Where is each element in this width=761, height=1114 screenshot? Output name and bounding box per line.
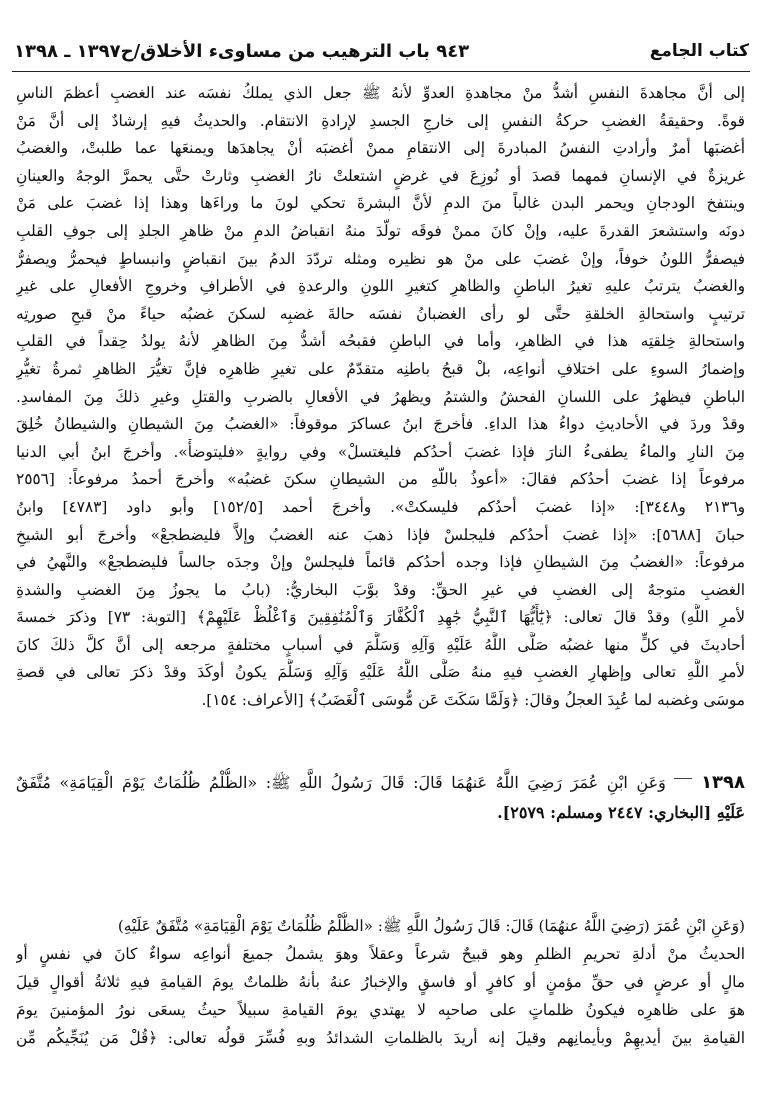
page-info: ٩٤٣ باب الترهيب من مساوىء الأخلاق/ح١٣٩٧ ـ ١٣٩٨: [14, 40, 470, 62]
text-line: لأمرِ اللَّهِ تعالى وإظهارِ الغضبِ فيهِ منهُ صَلَّى اللَّهُ عَلَيْهِ وَآلِهِ وَسَلَّمَ يكونُ أوكَدَ وقدْ ذكرَ تعالى في قصةِ: [16, 663, 745, 682]
header-rule: [12, 71, 750, 72]
text-line: وقدْ وردَ في الأحاديثِ دواءُ هذا الداءِ. فأخرجَ ابنُ عساكرَ موقوفاً: «الغضبُ مِنَ الشيطانِ والشيطانُ خُلِقَ: [16, 415, 745, 434]
text-line: الباطنِ فيظهرُ على اللسانِ الفحشُ والشتمُ ويظهرُ في الأفعالِ بالضربِ والقتلِ وغيرِ ذلكَ مِنَ المفاسدِ.: [16, 387, 745, 406]
text-line: أحاديثَ في كلٍّ منها غضبُه صَلَّى اللَّهُ عَلَيْهِ وَآلِهِ وَسَلَّمَ في أسبابٍ مختلفةٍ مرجعه إلى أنَّ كلَّ ذلكَ كانَ: [16, 635, 745, 654]
book-title: كتاب الجامع: [649, 41, 749, 61]
page-header: [14, 36, 749, 66]
text-line: والغضبُ يترتبُ عليهِ تغيرُ الباطنِ والظاهرِ كتغيرِ اللونِ والرعدةِ في الأطرافِ وخروجِ الأفعالِ على غيرِ: [16, 277, 745, 296]
text-line: و٢١٣٦ و٣٤٤٨]: «إذا غضبَ أحدُكم فليسكتْ». وأخرجَ أحمد [١٥٢/٥] وأبو داود [٤٧٨٣] وابنُ: [16, 497, 745, 516]
text-line: (وَعَنِ ابْنِ عُمَرَ (رَضِيَ اللَّهُ عنهُمَا) قَالَ: قَالَ رَسُولُ اللَّهِ ﷺ: «الظُّلْمُ ظُلُمَاتٌ يَوْمَ الْقِيَامَةِ» مُتَّفَقٌ عَلَيْهِ): [117, 917, 745, 935]
text-line: غريزةٌ في الإنسانِ فمهما قصدَ أو نُوزِعَ في غرضٍ اشتعلتْ نارُ الغضبِ وثارتْ حتَّى يحمرَّ الوجهُ والعينانِ: [16, 166, 745, 185]
text-line: مِنَ النارِ والماءُ يطفىءُ النارَ فإذا غضبَ أحدُكم فليغتسلْ» وفي روايةٍ «فليتوضأْ». وأخرجَ ابنُ أبي الدنيا: [16, 442, 745, 461]
hadith-dash: [674, 778, 692, 789]
hadith-entry: [16, 768, 745, 828]
text-line: مالٍ أو عرضٍ في حقِّ مؤمنٍ أو كافرٍ أو فاسقٍ والإخبارُ عنهُ بأنهُ ظلماتٌ يومَ القيامةِ فيهِ ثلاثةُ أقوالٍ قيلَ: [16, 973, 745, 991]
text-line: الغضبِ متوجهٌ إلى الغضبِ في غيرِ الحقِّ: وقدْ بوَّبَ البخاريُّ: (بابُ ما يجوزُ مِنَ الغضبِ والشدةِ: [16, 580, 745, 599]
text-line: دونَه واستشعرَ القدرةَ عليه، وإنْ كانَ ممنْ فوقَه تولّدَ منهُ انقباضُ الدمِ منْ ظاهرِ الجلدِ إلى جوفِ القلبِ: [16, 221, 745, 240]
text-line: موسَى وغضبه لما عُبِدَ العجلُ وقالَ: ﴿وَلَمَّا سَكَتَ عَن مُّوسَى ٱلْغَضَبُ﴾ [الأعراف: ١٥٤].: [201, 691, 745, 710]
text-line: إلى أنَّ مجاهدةَ النفسِ أشدُّ منْ مجاهدةِ العدوِّ لأنهُ ﷺ جعل الذي يملكُ نفسَه عند الغضبِ أعظمَ الناسِ: [16, 84, 745, 102]
text-line: حبانَ [٥٦٨٨]: «إذا غضبَ أحدُكم فليجلسْ فإذا ذهبَ عنه الغضبُ وإلاَّ فليضطجعْ» وأخرجَ أبو الشيخِ: [16, 525, 745, 544]
text-line: وينتفخ الودجانِ ويحمر البدن غالباً منَ الدمِ لأنَّ البشرةَ تحكي لونَ ما وراءَها وهذا إذا غضبَ على مَنْ: [16, 194, 745, 213]
text-line: هوَ على ظاهرِه فيكونُ ظلماتٍ على صاحبِه لا يهتدي يومَ القيامةِ سبيلاً حيثُ يسعَى نورُ المؤمنينَ يومَ: [16, 1001, 745, 1019]
commentary-text: [16, 80, 745, 715]
text-line: الحديثُ منْ أدلةِ تحريمِ الظلمِ وهو قبيحٌ شرعاً وعقلاً وهوَ يشملُ جميعَ أنواعِه سواءٌ كانَ في نفسٍ أو: [16, 945, 745, 963]
hadith-text: وَعَنِ ابْنِ عُمَرَ رَضِيَ اللَّهُ عَنهُمَا قَالَ: قَالَ رَسُولُ اللَّهِ ﷺ: «الظُّلْمُ ظُلُمَاتٌ يَوْمَ الْقِيَامَةِ» مُتَّفَقٌ: [16, 773, 666, 792]
hadith-line: [16, 768, 745, 798]
commentary-text-2: [16, 912, 745, 1052]
text-line: لأمرِ اللَّهِ) وقدْ قالَ تعالى: ﴿يَٰٓأَيُّهَا ٱلنَّبِيُّ جَٰهِدِ ٱلْكُفَّارَ وَٱلْمُنَٰفِقِينَ وَٱغْلُظْ عَلَيْهِمْ﴾ [التوبة: ٧٣] وذكرَ خمسةَ: [16, 608, 745, 627]
text-line: واستحالةِ خِلقتِه هذا في الظاهرِ، وأما في الباطنِ فقبحُه أشدُّ مِنَ الظاهرِ لأنهُ يولدُ حِقداً في القلبِ: [16, 332, 745, 351]
text-line: فيصفرُّ اللونُ خوفاً، وإنْ غضبَ على منْ هو نظيره ومثله تردّدَ الدمُ بينَ انقباضٍ وانبساطٍ فيحمرُّ ويصفرُّ: [16, 249, 745, 268]
text-line: مرفوعاً إذا غضبَ أحدُكم فقالَ: «أعوذُ باللّهِ من الشيطانِ سكنَ غضبُه» وأخرجَ أحمدُ مرفوعاً: [٢٥٥٦: [16, 470, 745, 489]
text-line: قوةً. وحقيقةُ الغضبِ حركةُ النفسِ إلى خارجِ الجسدِ لإرادةِ الانتقام. والحديثُ فيهِ إرشادٌ إلى أنَّ مَنْ: [16, 111, 745, 130]
text-line: ترتيبٍ واستحالةِ الخلقةِ حتَّى لو رأى الغضبانُ نفسَه حالةَ غضبِه لسكنَ غضبُه حياءً منْ قبحِ صورتِه: [16, 304, 745, 323]
hadith-line: عَلَيْهِ [البخاري: ٢٤٤٧ ومسلم: ٢٥٧٩].: [497, 803, 745, 822]
hadith-number: ١٣٩٨: [701, 772, 745, 793]
text-line: القيامةِ بينَ أيديهِمْ وبأيمانِهم وقيلَ إنه أريدَ بالظلماتِ الشدائدُ وبهِ فُسِّرَ قولُه تعالى: ﴿قُلْ مَن يُنَجِّيكُم مِّن: [16, 1029, 745, 1047]
text-line: وإضمارُ السوءِ على اختلافِ أنواعِه، بلْ قبحُ باطنِه متقدّمٌ على تغيرِ ظاهرِه فإنَّ تغيُّرَ الظاهرِ ثمرةُ تغيُّرِ: [16, 359, 745, 378]
text-line: أغضبَها أمرٌ وأرادتِ النفسُ المبادرةَ إلى الانتقامِ ممنْ أغضبَه أنْ يجاهدَها ويمنعَها عما طلبتْ، والغضبُ: [16, 139, 745, 158]
text-line: مرفوعاً: «الغضبُ مِنَ الشيطانِ فإذا وجده أحدُكم قائماً فليجلسْ وإنْ وجدَه جالساً فليضطجعْ» والنَّهيُ في: [16, 553, 745, 572]
